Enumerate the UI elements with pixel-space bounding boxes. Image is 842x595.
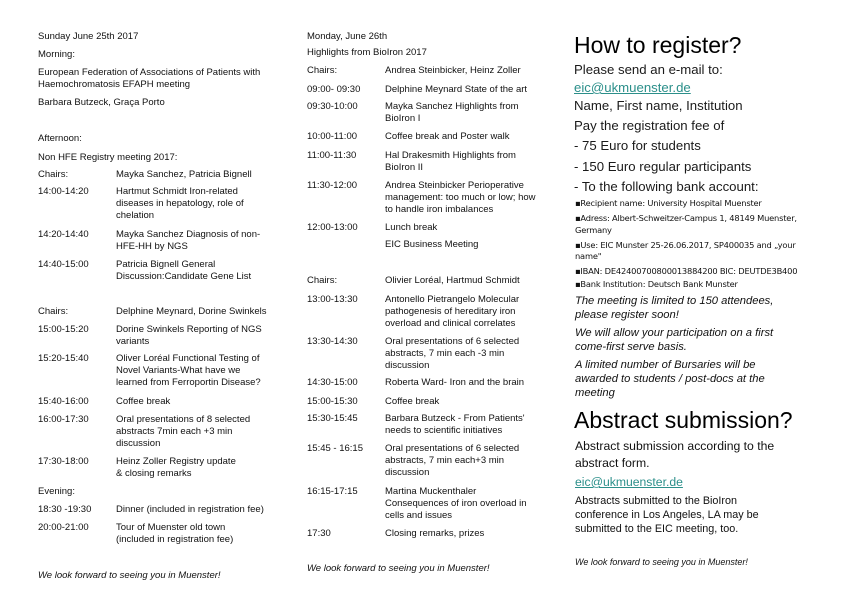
closing-message: We look forward to seeing you in Muenster! [38, 570, 221, 581]
morning-event: European Federation of Associations of Patients with Haemochromatosis EFAPH meeting [38, 67, 261, 90]
closing-message: We look forward to seeing you in Muenster! [307, 563, 490, 574]
bank-account-label: - To the following bank account: [574, 179, 759, 194]
sunday-title: Sunday June 25th 2017 [38, 31, 139, 42]
abstract-text: Abstract submission according to the [575, 439, 775, 453]
evening-label: Evening: [38, 486, 75, 497]
register-instruction: Please send an e-mail to: [574, 62, 723, 77]
monday-subtitle: Highlights from BioIron 2017 [307, 47, 427, 58]
abstract-heading: Abstract submission? [574, 407, 793, 433]
register-line: Pay the registration fee of [574, 118, 725, 133]
closing-message: We look forward to seeing you in Muenster! [575, 557, 748, 567]
abstract-email-link[interactable]: eic@ukmuenster.de [575, 475, 683, 489]
register-email-link[interactable]: eic@ukmuenster.de [574, 80, 691, 95]
monday-title: Monday, June 26th [307, 31, 388, 42]
morning-label: Morning: [38, 49, 75, 60]
register-heading: How to register? [574, 32, 742, 58]
register-line: Name, First name, Institution [574, 98, 743, 113]
fee-regular: - 150 Euro regular participants [574, 159, 752, 174]
fee-students: - 75 Euro for students [574, 138, 701, 153]
abstract-text: abstract form. [575, 456, 650, 470]
afternoon-event: Non HFE Registry meeting 2017: [38, 152, 178, 163]
morning-people: Barbara Butzeck, Graça Porto [38, 97, 165, 108]
afternoon-label: Afternoon: [38, 133, 82, 144]
